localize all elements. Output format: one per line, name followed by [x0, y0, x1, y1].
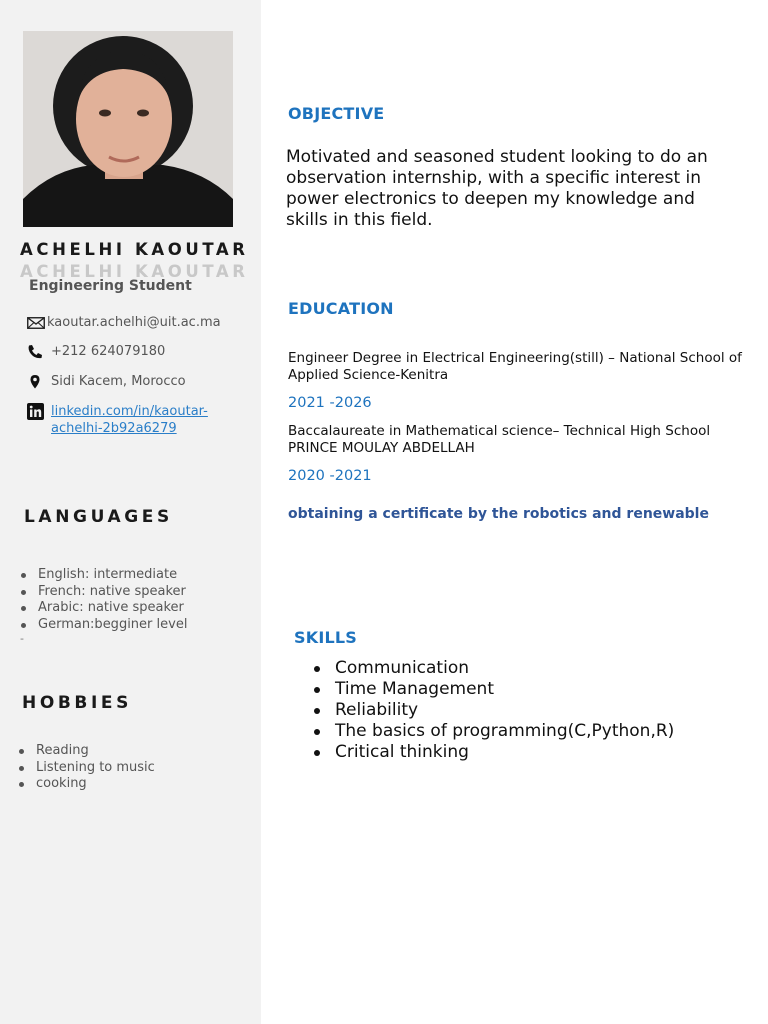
education-degree: Engineer Degree in Electrical Engineering(still) – National School of Applied Science-Kenitra — [288, 350, 742, 383]
list-item: German:begginer level — [20, 617, 187, 634]
skills-heading: SKILLS — [294, 628, 357, 647]
candidate-title: Engineering Student — [29, 278, 192, 294]
education-dates: 2021 -2026 — [288, 395, 372, 411]
email-text: kaoutar.achelhi@uit.ac.ma — [47, 315, 221, 330]
education-dates: 2020 -2021 — [288, 468, 372, 484]
linkedin-link-continued[interactable]: achelhi-2b92a6279 — [51, 421, 177, 436]
hobbies-heading: HOBBIES — [22, 693, 132, 713]
list-item: Time Management — [312, 679, 674, 700]
list-item: The basics of programming(C,Python,R) — [312, 721, 674, 742]
objective-text: Motivated and seasoned student looking to do an observation internship, with a specific interest in power electronics to deepen my knowledge and skills in this field. — [286, 147, 708, 230]
contact-linkedin[interactable] — [27, 403, 208, 437]
envelope-icon — [27, 314, 47, 331]
contact-location — [27, 373, 186, 390]
list-item: Arabic: native speaker — [20, 600, 187, 617]
list-item: Communication — [312, 658, 674, 679]
phone-text: +212 624079180 — [51, 344, 166, 359]
languages-list — [20, 567, 187, 633]
list-item: Listening to music — [18, 760, 155, 777]
list-item: cooking — [18, 776, 155, 793]
phone-icon — [27, 343, 47, 360]
linkedin-icon — [27, 403, 47, 420]
list-item: Reliability — [312, 700, 674, 721]
location-text: Sidi Kacem, Morocco — [51, 374, 186, 389]
profile-photo — [23, 31, 233, 227]
objective-heading: OBJECTIVE — [288, 104, 385, 123]
skills-list — [312, 658, 674, 763]
education-heading: EDUCATION — [288, 299, 394, 318]
hobbies-list — [18, 743, 155, 793]
education-degree: Baccalaureate in Mathematical science– Technical High School PRINCE MOULAY ABDELLAH — [288, 423, 711, 456]
list-item: French: native speaker — [20, 584, 187, 601]
languages-heading: LANGUAGES — [24, 507, 173, 527]
candidate-name-shadow — [20, 262, 249, 270]
contact-phone[interactable] — [27, 343, 165, 360]
candidate-name: ACHELHI KAOUTAR — [20, 240, 249, 259]
linkedin-link[interactable]: linkedin.com/in/kaoutar- — [51, 404, 208, 419]
list-item: English: intermediate — [20, 567, 187, 584]
list-item: Reading — [18, 743, 155, 760]
contact-email[interactable] — [27, 314, 221, 331]
list-item: Critical thinking — [312, 742, 674, 763]
divider-mark: - — [20, 632, 24, 645]
certificate-note: obtaining a certificate by the robotics and renewable — [288, 506, 709, 522]
location-pin-icon — [27, 373, 47, 390]
